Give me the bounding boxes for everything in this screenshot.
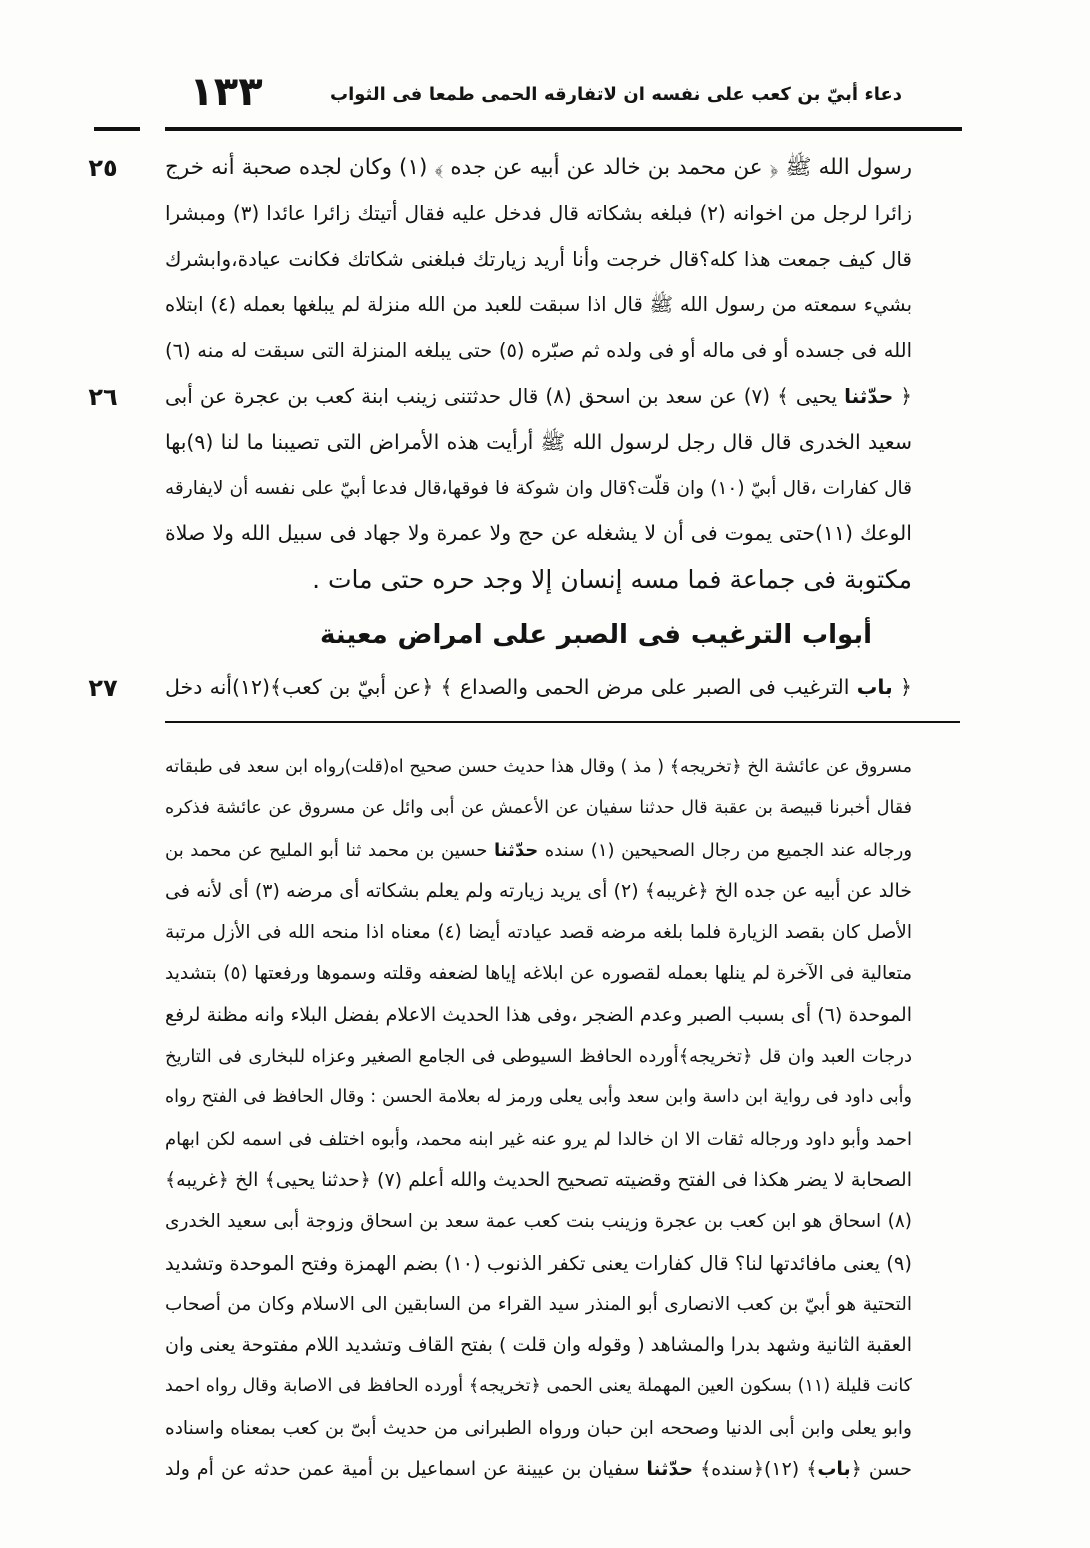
footnote-line — [165, 1243, 912, 1284]
footnote-line — [165, 1119, 912, 1160]
text-run: مكتوبة فى جماعة فما مسه إنسان إلا وجد حره حتى مات . — [312, 565, 912, 595]
footnote-line — [165, 1160, 912, 1201]
emphasis-run: حدّثنا — [844, 383, 894, 408]
text-run: فقال أخبرنا قبيصة بن عقبة قال حدثنا سفيان عن الأعمش عن أبى وائل عن مسروق عن عائشة فذكره — [165, 798, 912, 819]
footnote-line — [165, 1201, 912, 1242]
text-run: حسن ﴿ — [850, 1458, 912, 1481]
text-run: ورجاله عند الجميع من رجال الصحيحين (١) سنده — [538, 839, 912, 861]
running-title: دعاء أبيّ بن كعب على نفسه ان لاتفارقه الحمى طمعا فى الثواب — [330, 84, 902, 105]
text-line — [165, 191, 912, 237]
text-line — [165, 282, 912, 328]
text-run: (٨) اسحاق هو ابن كعب بن عجرة وزينب بنت كعب عمة سعد بن اسحاق وزوجة أبى سعيد الخدرى — [165, 1211, 912, 1233]
footnotes — [165, 747, 912, 1490]
emphasis-run: باب — [856, 675, 893, 699]
text-line — [165, 511, 912, 557]
text-run: الترغيب فى الصبر على مرض الحمى والصداع ﴾ ﴿عن أبيّ بن كعب﴾(١٢)أنه دخل — [165, 675, 857, 699]
footnote-line — [165, 1408, 912, 1449]
header-rule — [165, 127, 962, 131]
footnote-line — [165, 1325, 912, 1366]
text-run: الله فى جسده أو فى ماله أو فى ولده ثم صبّره (٥) حتى يبلغه المنزلة التى سبقت له منه (٦) — [165, 339, 912, 363]
text-run: متعالية فى الآخرة لم ينلها بعمله لقصوره عن ابلاغه إياها لضعفه وقلته وسموها ورفعتها (٥) بتشديد — [165, 963, 912, 985]
hadith-number: ٢٦ — [88, 383, 118, 411]
text-line — [165, 374, 912, 420]
text-line — [165, 466, 912, 512]
hadith-number: ٢٥ — [88, 154, 118, 182]
text-run: قال كفارات ،قال أبيّ (١٠) وان قلّت؟قال وان شوكة فا فوقها،قال فدعا أبيّ على نفسه أن لايفارقه — [165, 477, 912, 499]
footnote-line — [165, 747, 912, 788]
text-line — [165, 328, 912, 374]
footnote-line — [165, 953, 912, 994]
page-number: ١٣٣ — [189, 69, 263, 115]
text-run: قال كيف جمعت هذا كله؟قال خرجت وأنا أريد زيارتك فبلغنى شكاتك فكانت عيادة،وابشرك — [165, 246, 912, 271]
footnote-line — [165, 788, 912, 829]
text-line — [165, 145, 912, 191]
text-run: ﴿ — [893, 383, 912, 408]
footnote-rule — [165, 721, 960, 723]
emphasis-run: حدّثنا — [493, 839, 539, 861]
text-line — [165, 557, 912, 603]
text-run: كانت قليلة (١١) بسكون العين المهملة يعنى الحمى ﴿تخريجه﴾ أورده الحافظ فى الاصابة وقال رواه احمد — [165, 1376, 912, 1397]
footnote-line — [165, 830, 912, 871]
emphasis-run: حدّثنا — [646, 1458, 694, 1481]
footnote-line — [165, 1366, 912, 1407]
margin-dash — [94, 127, 140, 131]
text-run: وأبى داود فى رواية ابن داسة وابن سعد وأبى يعلى ورمز له بعلامة الحسن : وقال الحافظ فى الفتح رواه — [165, 1087, 912, 1108]
footnote-line — [165, 995, 912, 1036]
emphasis-run: باب — [817, 1458, 851, 1481]
text-run: سفيان بن عيينة عن اسماعيل بن أمية عمن حدثه عن أم ولد — [165, 1458, 647, 1481]
text-run: التحتية هو أبيّ بن كعب الانصارى أبو المنذر سيد القراء من السابقين الى الاسلام وكان من أصحاب — [165, 1293, 912, 1315]
section-heading: أبواب الترغيب فى الصبر على امراض معينة — [320, 620, 872, 650]
footnote-line — [165, 912, 912, 953]
text-run: ﴾ (١٢)﴿سنده﴾ — [693, 1458, 818, 1481]
text-run: (٩) يعنى مافائدتها لنا؟ قال كفارات يعنى تكفر الذنوب (١٠) بضم الهمزة وفتح الموحدة وتشديد — [165, 1251, 912, 1275]
footnote-line — [165, 871, 912, 912]
footnote-line — [165, 1077, 912, 1118]
text-line — [165, 665, 912, 711]
text-run: خالد عن أبيه عن جده الخ ﴿غريبه﴾ (٢) أى يريد زيارته ولم يعلم بشكاته أى مرضه (٣) أى لأنه فى — [165, 879, 912, 902]
footnote-line — [165, 1449, 912, 1490]
main-text — [165, 145, 912, 603]
text-run: يحيى ﴾ (٧) عن سعد بن اسحق (٨) قال حدثتنى زينب ابنة كعب بن عجرة عن أبى — [165, 383, 845, 408]
text-run: وابو يعلى وابن أبى الدنيا وصححه ابن حبان ورواه الطبرانى من حديث أبىّ بن كعب بمعناه واسناده — [165, 1417, 912, 1439]
text-line — [165, 420, 912, 466]
text-run: الوعك (١١)حتى يموت فى أن لا يشغله عن حج ولا عمرة ولا جهاد فى سبيل الله ولا صلاة — [165, 521, 912, 546]
text-run: ﴿ — [892, 675, 912, 699]
text-run: الموحدة (٦) أى بسبب الصبر وعدم الضجر ،وفى هذا الحديث الاعلام بفضل البلاء وانه مظنة لرفع — [165, 1003, 912, 1026]
text-run: الصحابة لا يضر هكذا فى الفتح وقضيته تصحيح الحديث والله أعلم (٧) ﴿حدثنا يحيى﴾ الخ ﴿غريبه﴾ — [165, 1168, 912, 1191]
text-run: احمد وأبو داود ورجاله ثقات الا ان خالدا لم يرو عنه غير ابنه محمد، وأبوه اختلف فى اسمه لكن ابهام — [165, 1128, 912, 1150]
text-run: العقبة الثانية وشهد بدرا والمشاهد ( وقوله وان قلت ) بفتح القاف وتشديد اللام مفتوحة يعنى وان — [165, 1334, 912, 1357]
text-run: سعيد الخدرى قال قال رجل لرسول الله ﷺ أرأيت هذه الأمراض التى تصيبنا ما لنا (٩)بها — [165, 429, 912, 454]
text-line — [165, 237, 912, 283]
footnote-line — [165, 1284, 912, 1325]
text-run: بشيء سمعته من رسول الله ﷺ قال اذا سبقت للعبد من الله منزلة لم يبلغها بعمله (٤) ابتلاه — [165, 293, 912, 317]
text-run: حسين بن محمد ثنا أبو المليح عن محمد بن — [165, 839, 494, 861]
text-run: الأصل كان بقصد الزيارة فلما بلغه مرضه قصد عيادته أيضا (٤) معناه اذا منحه الله فى الأزل مرتبة — [165, 922, 912, 944]
text-run: مسروق عن عائشة الخ ﴿تخريجه﴾ ( مذ ) وقال هذا حديث حسن صحيح اه(قلت)رواه ابن سعد فى طبقاته — [165, 757, 912, 777]
text-run: درجات العبد وان قل ﴿تخريجه﴾أورده الحافظ السيوطى فى الجامع الصغير وعزاه للبخارى فى التاريخ — [165, 1046, 912, 1068]
text-run: رسول الله ﷺ ﴿ عن محمد بن خالد عن أبيه عن جده ﴾ (١) وكان لجده صحبة أنه خرج — [165, 155, 912, 180]
chapter-line — [165, 665, 912, 711]
hadith-number: ٢٧ — [88, 674, 118, 702]
text-run: زائرا لرجل من اخوانه (٢) فبلغه بشكاته قال فدخل عليه فقال أتيتك زائرا عائدا (٣) ومبشرا — [165, 200, 912, 225]
footnote-line — [165, 1036, 912, 1077]
